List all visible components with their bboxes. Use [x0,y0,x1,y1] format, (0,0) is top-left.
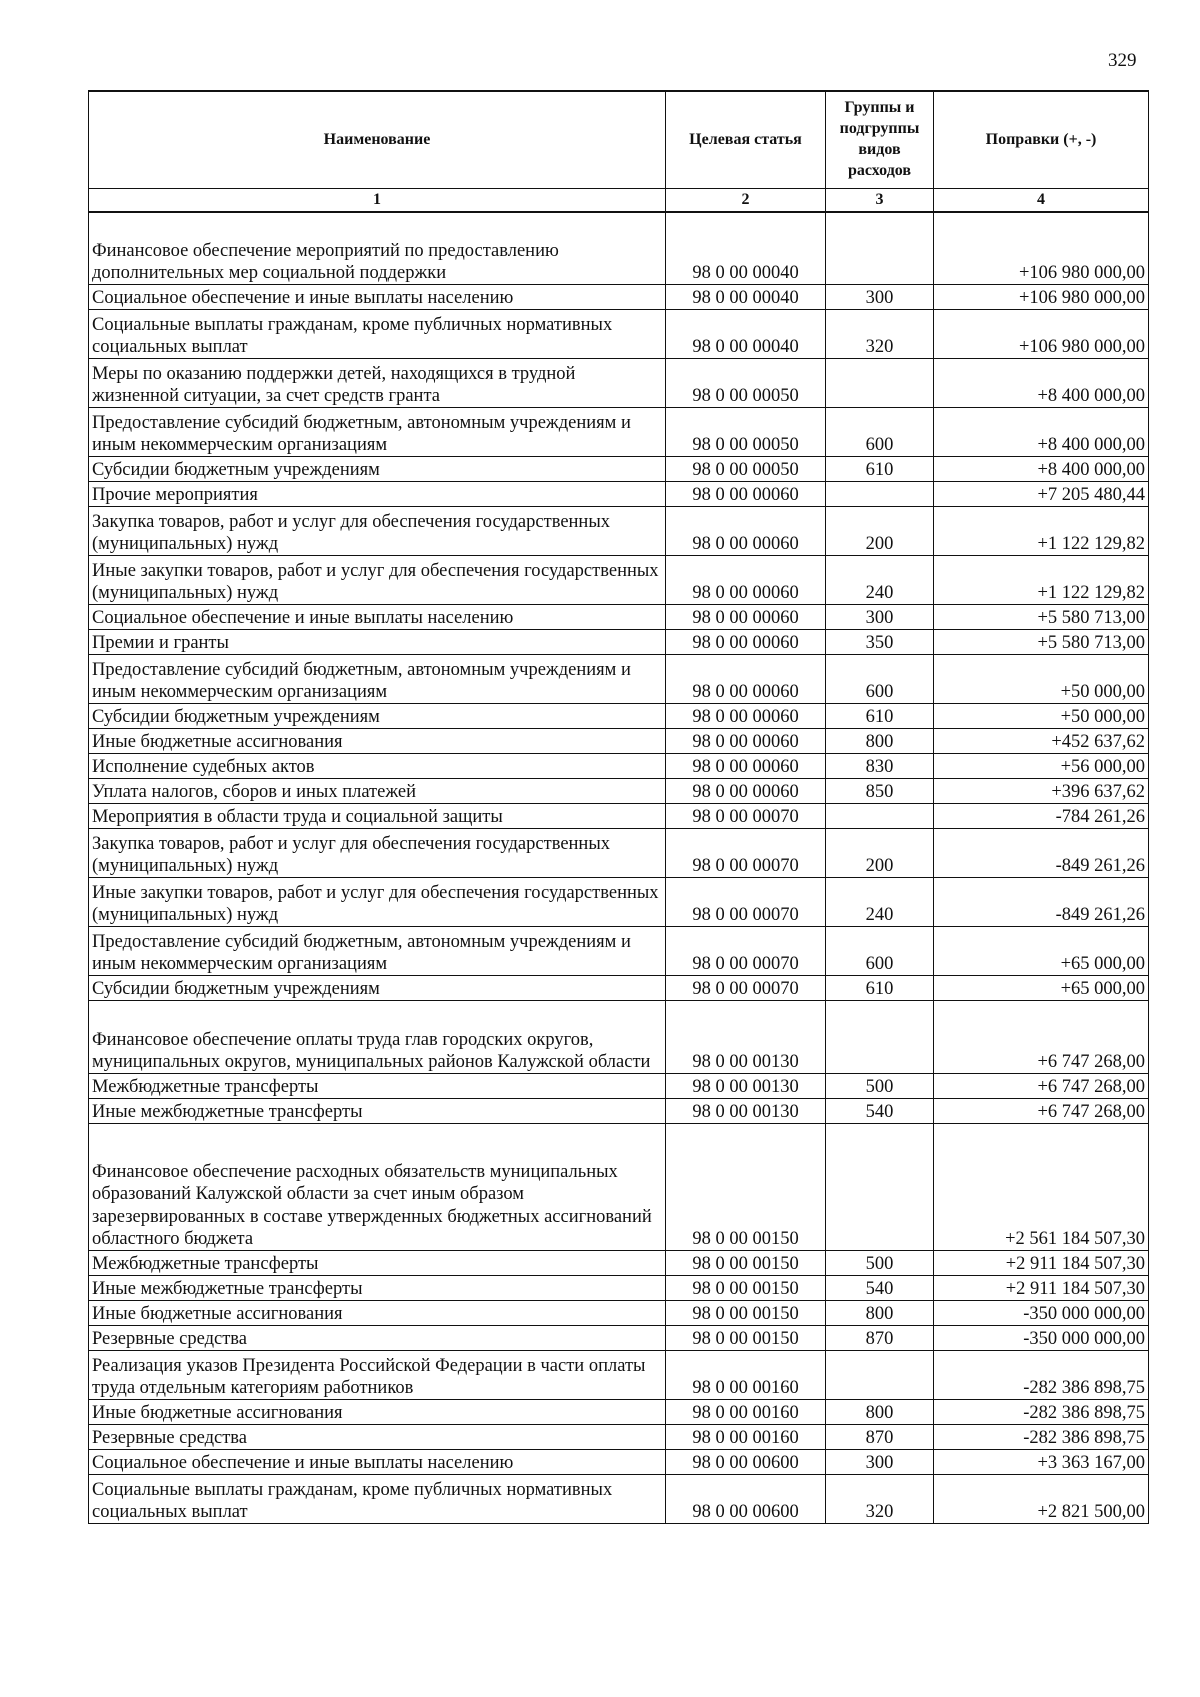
table-row [89,704,1149,729]
row-target-code-cell: 98 0 00 00150 [666,1124,826,1251]
row-amount-cell: +65 000,00 [934,927,1149,976]
row-group-cell: 830 [826,754,934,779]
header-amount: Поправки (+, -) [934,91,1149,189]
row-name-cell: Уплата налогов, сборов и иных платежей [89,779,666,804]
header-group: Группы и подгруппы видов расходов [826,91,934,189]
table-row [89,1251,1149,1276]
row-name-cell: Предоставление субсидий бюджетным, автономным учреждениям и иным некоммерческим организациям [89,408,666,457]
row-target-code-cell: 98 0 00 00060 [666,605,826,630]
row-amount-cell: +8 400 000,00 [934,359,1149,408]
row-target-code-cell: 98 0 00 00050 [666,457,826,482]
row-name-cell: Меры по оказанию поддержки детей, находящихся в трудной жизненной ситуации, за счет средств гранта [89,359,666,408]
row-group-cell: 200 [826,507,934,556]
table-row [89,1276,1149,1301]
row-target-code-cell: 98 0 00 00040 [666,310,826,359]
row-amount-cell: -350 000 000,00 [934,1301,1149,1326]
row-name-cell: Финансовое обеспечение расходных обязательств муниципальных образований Калужской области за счет иным образом зарезервированных в составе утвержденных бюджетных ассигнований областного бюджета [89,1124,666,1251]
row-target-code-cell: 98 0 00 00060 [666,779,826,804]
row-name-cell: Мероприятия в области труда и социальной защиты [89,804,666,829]
row-target-code-cell: 98 0 00 00130 [666,1001,826,1074]
row-name-cell: Социальное обеспечение и иные выплаты населению [89,1450,666,1475]
row-amount-cell: -849 261,26 [934,829,1149,878]
table-row [89,212,1149,285]
row-target-code-cell: 98 0 00 00070 [666,878,826,927]
row-name-cell: Резервные средства [89,1326,666,1351]
row-amount-cell: +106 980 000,00 [934,285,1149,310]
row-group-cell: 240 [826,556,934,605]
row-group-cell [826,1351,934,1400]
row-group-cell: 500 [826,1074,934,1099]
table-row [89,655,1149,704]
row-amount-cell: +1 122 129,82 [934,556,1149,605]
row-group-cell: 800 [826,1301,934,1326]
table-row [89,927,1149,976]
row-amount-cell: -282 386 898,75 [934,1425,1149,1450]
column-number-row [89,189,1149,213]
row-group-cell: 350 [826,630,934,655]
table-row [89,779,1149,804]
header-row [89,91,1149,189]
column-number: 2 [666,189,826,213]
row-group-cell: 610 [826,457,934,482]
row-name-cell: Иные бюджетные ассигнования [89,729,666,754]
row-name-cell: Межбюджетные трансферты [89,1251,666,1276]
table-row [89,1351,1149,1400]
row-name-cell: Предоставление субсидий бюджетным, автономным учреждениям и иным некоммерческим организациям [89,927,666,976]
row-group-cell: 800 [826,1400,934,1425]
row-target-code-cell: 98 0 00 00040 [666,285,826,310]
header-name: Наименование [89,91,666,189]
row-amount-cell: +396 637,62 [934,779,1149,804]
row-target-code-cell: 98 0 00 00070 [666,976,826,1001]
row-target-code-cell: 98 0 00 00150 [666,1251,826,1276]
row-group-cell [826,804,934,829]
row-amount-cell: +8 400 000,00 [934,408,1149,457]
row-amount-cell: +106 980 000,00 [934,212,1149,285]
row-name-cell: Социальные выплаты гражданам, кроме публичных нормативных социальных выплат [89,1475,666,1524]
row-amount-cell: +50 000,00 [934,704,1149,729]
table-row [89,605,1149,630]
row-amount-cell: +2 911 184 507,30 [934,1251,1149,1276]
row-amount-cell: +50 000,00 [934,655,1149,704]
row-amount-cell: +3 363 167,00 [934,1450,1149,1475]
row-group-cell: 610 [826,704,934,729]
row-name-cell: Социальное обеспечение и иные выплаты населению [89,285,666,310]
table-row [89,1124,1149,1251]
row-target-code-cell: 98 0 00 00600 [666,1450,826,1475]
row-group-cell: 800 [826,729,934,754]
column-number: 1 [89,189,666,213]
row-name-cell: Резервные средства [89,1425,666,1450]
table-row [89,754,1149,779]
row-group-cell: 320 [826,1475,934,1524]
row-name-cell: Иные бюджетные ассигнования [89,1301,666,1326]
row-amount-cell: +8 400 000,00 [934,457,1149,482]
row-group-cell: 610 [826,976,934,1001]
row-name-cell: Социальное обеспечение и иные выплаты населению [89,605,666,630]
row-amount-cell: +1 122 129,82 [934,507,1149,556]
row-target-code-cell: 98 0 00 00060 [666,630,826,655]
row-name-cell: Иные закупки товаров, работ и услуг для обеспечения государственных (муниципальных) нужд [89,878,666,927]
table-row [89,359,1149,408]
row-target-code-cell: 98 0 00 00150 [666,1326,826,1351]
row-group-cell: 300 [826,605,934,630]
row-group-cell: 850 [826,779,934,804]
row-name-cell: Субсидии бюджетным учреждениям [89,704,666,729]
row-group-cell [826,1001,934,1074]
row-amount-cell: +6 747 268,00 [934,1001,1149,1074]
row-target-code-cell: 98 0 00 00130 [666,1074,826,1099]
row-target-code-cell: 98 0 00 00070 [666,829,826,878]
row-name-cell: Исполнение судебных актов [89,754,666,779]
table-row [89,1326,1149,1351]
row-target-code-cell: 98 0 00 00060 [666,556,826,605]
row-group-cell [826,482,934,507]
row-group-cell: 870 [826,1425,934,1450]
row-amount-cell: -784 261,26 [934,804,1149,829]
row-group-cell: 240 [826,878,934,927]
row-amount-cell: +56 000,00 [934,754,1149,779]
row-name-cell: Прочие мероприятия [89,482,666,507]
row-target-code-cell: 98 0 00 00060 [666,482,826,507]
row-amount-cell: +2 911 184 507,30 [934,1276,1149,1301]
row-group-cell: 540 [826,1276,934,1301]
table-body [89,212,1149,1524]
row-name-cell: Иные закупки товаров, работ и услуг для обеспечения государственных (муниципальных) нужд [89,556,666,605]
row-amount-cell: +5 580 713,00 [934,630,1149,655]
budget-amendments-table [88,90,1149,1524]
row-name-cell: Межбюджетные трансферты [89,1074,666,1099]
table-header [89,91,1149,212]
row-amount-cell: +6 747 268,00 [934,1099,1149,1124]
row-name-cell: Закупка товаров, работ и услуг для обеспечения государственных (муниципальных) нужд [89,507,666,556]
row-target-code-cell: 98 0 00 00060 [666,507,826,556]
row-target-code-cell: 98 0 00 00070 [666,927,826,976]
table-row [89,829,1149,878]
row-group-cell: 300 [826,285,934,310]
row-target-code-cell: 98 0 00 00050 [666,359,826,408]
row-group-cell: 300 [826,1450,934,1475]
row-target-code-cell: 98 0 00 00150 [666,1276,826,1301]
table-row [89,976,1149,1001]
table-row [89,1400,1149,1425]
row-name-cell: Субсидии бюджетным учреждениям [89,457,666,482]
row-name-cell: Реализация указов Президента Российской Федерации в части оплаты труда отдельным категориям работников [89,1351,666,1400]
row-amount-cell: -849 261,26 [934,878,1149,927]
row-amount-cell: +5 580 713,00 [934,605,1149,630]
row-target-code-cell: 98 0 00 00130 [666,1099,826,1124]
row-amount-cell: +7 205 480,44 [934,482,1149,507]
row-name-cell: Премии и гранты [89,630,666,655]
row-name-cell: Иные межбюджетные трансферты [89,1099,666,1124]
table-row [89,1301,1149,1326]
table-row [89,507,1149,556]
column-number: 4 [934,189,1149,213]
row-target-code-cell: 98 0 00 00060 [666,655,826,704]
row-group-cell [826,1124,934,1251]
row-name-cell: Закупка товаров, работ и услуг для обеспечения государственных (муниципальных) нужд [89,829,666,878]
row-amount-cell: +65 000,00 [934,976,1149,1001]
row-target-code-cell: 98 0 00 00160 [666,1351,826,1400]
row-amount-cell: +106 980 000,00 [934,310,1149,359]
table-row [89,1099,1149,1124]
table-row [89,878,1149,927]
column-number: 3 [826,189,934,213]
row-target-code-cell: 98 0 00 00060 [666,729,826,754]
row-amount-cell: -282 386 898,75 [934,1351,1149,1400]
row-group-cell: 600 [826,927,934,976]
table-row [89,556,1149,605]
row-amount-cell: +6 747 268,00 [934,1074,1149,1099]
budget-amendments-table-container [88,90,1148,1524]
row-name-cell: Финансовое обеспечение оплаты труда глав городских округов, муниципальных округов, муниципальных районов Калужской области [89,1001,666,1074]
row-name-cell: Предоставление субсидий бюджетным, автономным учреждениям и иным некоммерческим организациям [89,655,666,704]
row-group-cell: 320 [826,310,934,359]
row-name-cell: Иные межбюджетные трансферты [89,1276,666,1301]
row-name-cell: Финансовое обеспечение мероприятий по предоставлению дополнительных мер социальной поддержки [89,212,666,285]
row-name-cell: Иные бюджетные ассигнования [89,1400,666,1425]
row-target-code-cell: 98 0 00 00060 [666,754,826,779]
row-group-cell: 200 [826,829,934,878]
row-amount-cell: +2 561 184 507,30 [934,1124,1149,1251]
row-target-code-cell: 98 0 00 00160 [666,1425,826,1450]
row-group-cell: 540 [826,1099,934,1124]
row-target-code-cell: 98 0 00 00050 [666,408,826,457]
header-target: Целевая статья [666,91,826,189]
row-amount-cell: -282 386 898,75 [934,1400,1149,1425]
row-target-code-cell: 98 0 00 00040 [666,212,826,285]
table-row [89,1475,1149,1524]
table-row [89,408,1149,457]
table-row [89,310,1149,359]
row-target-code-cell: 98 0 00 00150 [666,1301,826,1326]
row-group-cell: 600 [826,655,934,704]
row-group-cell: 870 [826,1326,934,1351]
row-group-cell [826,359,934,408]
page-number: 329 [1108,50,1137,71]
row-amount-cell: -350 000 000,00 [934,1326,1149,1351]
row-target-code-cell: 98 0 00 00600 [666,1475,826,1524]
row-group-cell: 500 [826,1251,934,1276]
row-amount-cell: +2 821 500,00 [934,1475,1149,1524]
row-target-code-cell: 98 0 00 00060 [666,704,826,729]
table-row [89,482,1149,507]
table-row [89,729,1149,754]
table-row [89,630,1149,655]
row-name-cell: Субсидии бюджетным учреждениям [89,976,666,1001]
table-row [89,285,1149,310]
table-row [89,457,1149,482]
row-name-cell: Социальные выплаты гражданам, кроме публичных нормативных социальных выплат [89,310,666,359]
table-row [89,1425,1149,1450]
row-target-code-cell: 98 0 00 00160 [666,1400,826,1425]
row-group-cell [826,212,934,285]
table-row [89,804,1149,829]
row-amount-cell: +452 637,62 [934,729,1149,754]
table-row [89,1001,1149,1074]
row-group-cell: 600 [826,408,934,457]
table-row [89,1450,1149,1475]
table-row [89,1074,1149,1099]
row-target-code-cell: 98 0 00 00070 [666,804,826,829]
